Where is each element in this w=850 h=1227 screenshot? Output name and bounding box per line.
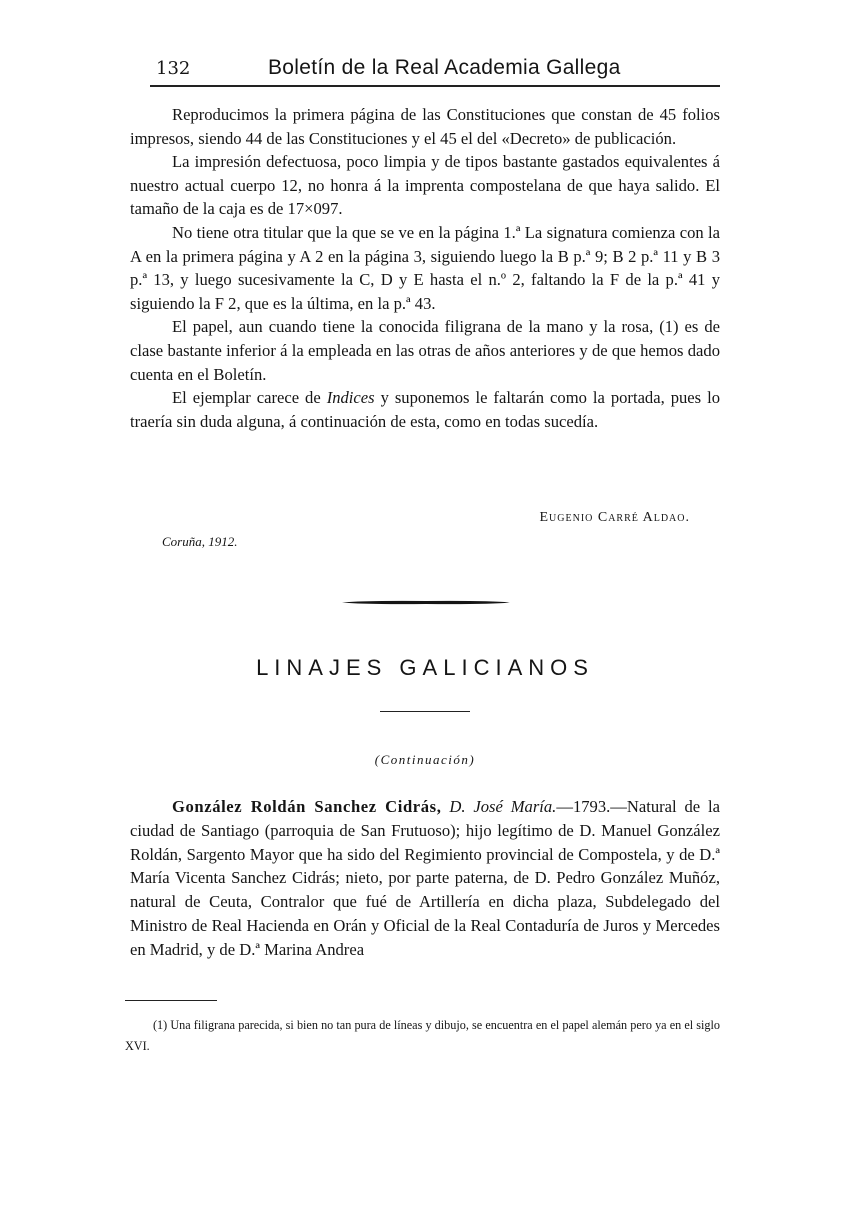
- paragraph: [130, 386, 720, 433]
- paragraph: La impresión defectuosa, poco limpia y de tipos bastante gastados equivalentes á nuestro actual cuerpo 12, no honra á la imprenta compostelana de que haya salido. El tamaño de la caja es de 17×097.: [130, 152, 720, 219]
- paragraph-text: y suponemos le faltarán como la portada, pues lo traería sin duda alguna, á continuación de esta, como en todas sucedía.: [130, 388, 721, 431]
- footnote-text: (1) Una filigrana parecida, si bien no tan pura de líneas y dibujo, se encuentra en el papel alemán pero ya en el siglo XVI.: [125, 1018, 720, 1053]
- place-date: Coruña, 1912.: [162, 534, 238, 549]
- short-rule: [380, 711, 470, 712]
- running-title: Boletín de la Real Academia Gallega: [268, 56, 621, 79]
- header-rule: [150, 85, 720, 87]
- footnote: [125, 1015, 720, 1057]
- paragraph: No tiene otra titular que la que se ve en la página 1.ª La signatura comienza con la A en la primera página y A 2 en la página 3, siguiendo luego la B p.ª 9; B 2 p.ª 11 y B 3 p.ª 13, y luego sucesivamente la C, D y E hasta el n.º 2, faltando la F de la p.ª 41 y siguiendo la F 2, que es la última, en la p.ª 43.: [130, 222, 720, 313]
- footnote-rule: [125, 1000, 217, 1001]
- paragraph-text: El ejemplar carece de: [172, 388, 327, 408]
- paragraph: Reproducimos la primera página de las Constituciones que constan de 45 folios impresos, siendo 44 de las Constituciones y el 45 el del «Decreto» de publicación.: [130, 105, 720, 148]
- lineage-entry: [130, 795, 720, 962]
- intro-text: [130, 103, 720, 433]
- page-header: [150, 56, 720, 86]
- ornament-rule: [342, 600, 510, 605]
- section-title: LINAJES GALICIANOS: [256, 655, 594, 680]
- paragraph: [130, 795, 720, 962]
- entry-given-name: D. José María.: [449, 797, 557, 816]
- page-number: 132: [156, 58, 191, 79]
- entry-text: —1793.—Natural de la ciudad de Santiago (parroquia de San Frutuoso); hijo legítimo de D. Manuel González Roldán, Sargento Mayor que ha sido del Regimiento provincial de Compostela, y de D.ª María Vicenta Sanchez Cidrás; nieto, por parte paterna, de D. Pedro González Muñóz, natural de Ceuta, Contralor que fué de Artillería en dicha plaza, Subdelegado del Ministro de Real Hacienda en Orán y Oficial de la Real Contaduría de Juros y Mercedes en Madrid, y de D.ª Marina Andrea: [130, 797, 721, 959]
- author-signature: Eugenio Carré Aldao.: [539, 510, 690, 525]
- italic-term: Indices: [326, 388, 375, 408]
- paragraph: El papel, aun cuando tiene la conocida filigrana de la mano y la rosa, (1) es de clase bastante inferior á la empleada en las otras de años anteriores y de que hemos dado cuenta en el Boletín.: [130, 317, 720, 384]
- entry-name: González Roldán Sanchez Cidrás,: [172, 797, 442, 816]
- continuation-label: (Continuación): [374, 752, 476, 767]
